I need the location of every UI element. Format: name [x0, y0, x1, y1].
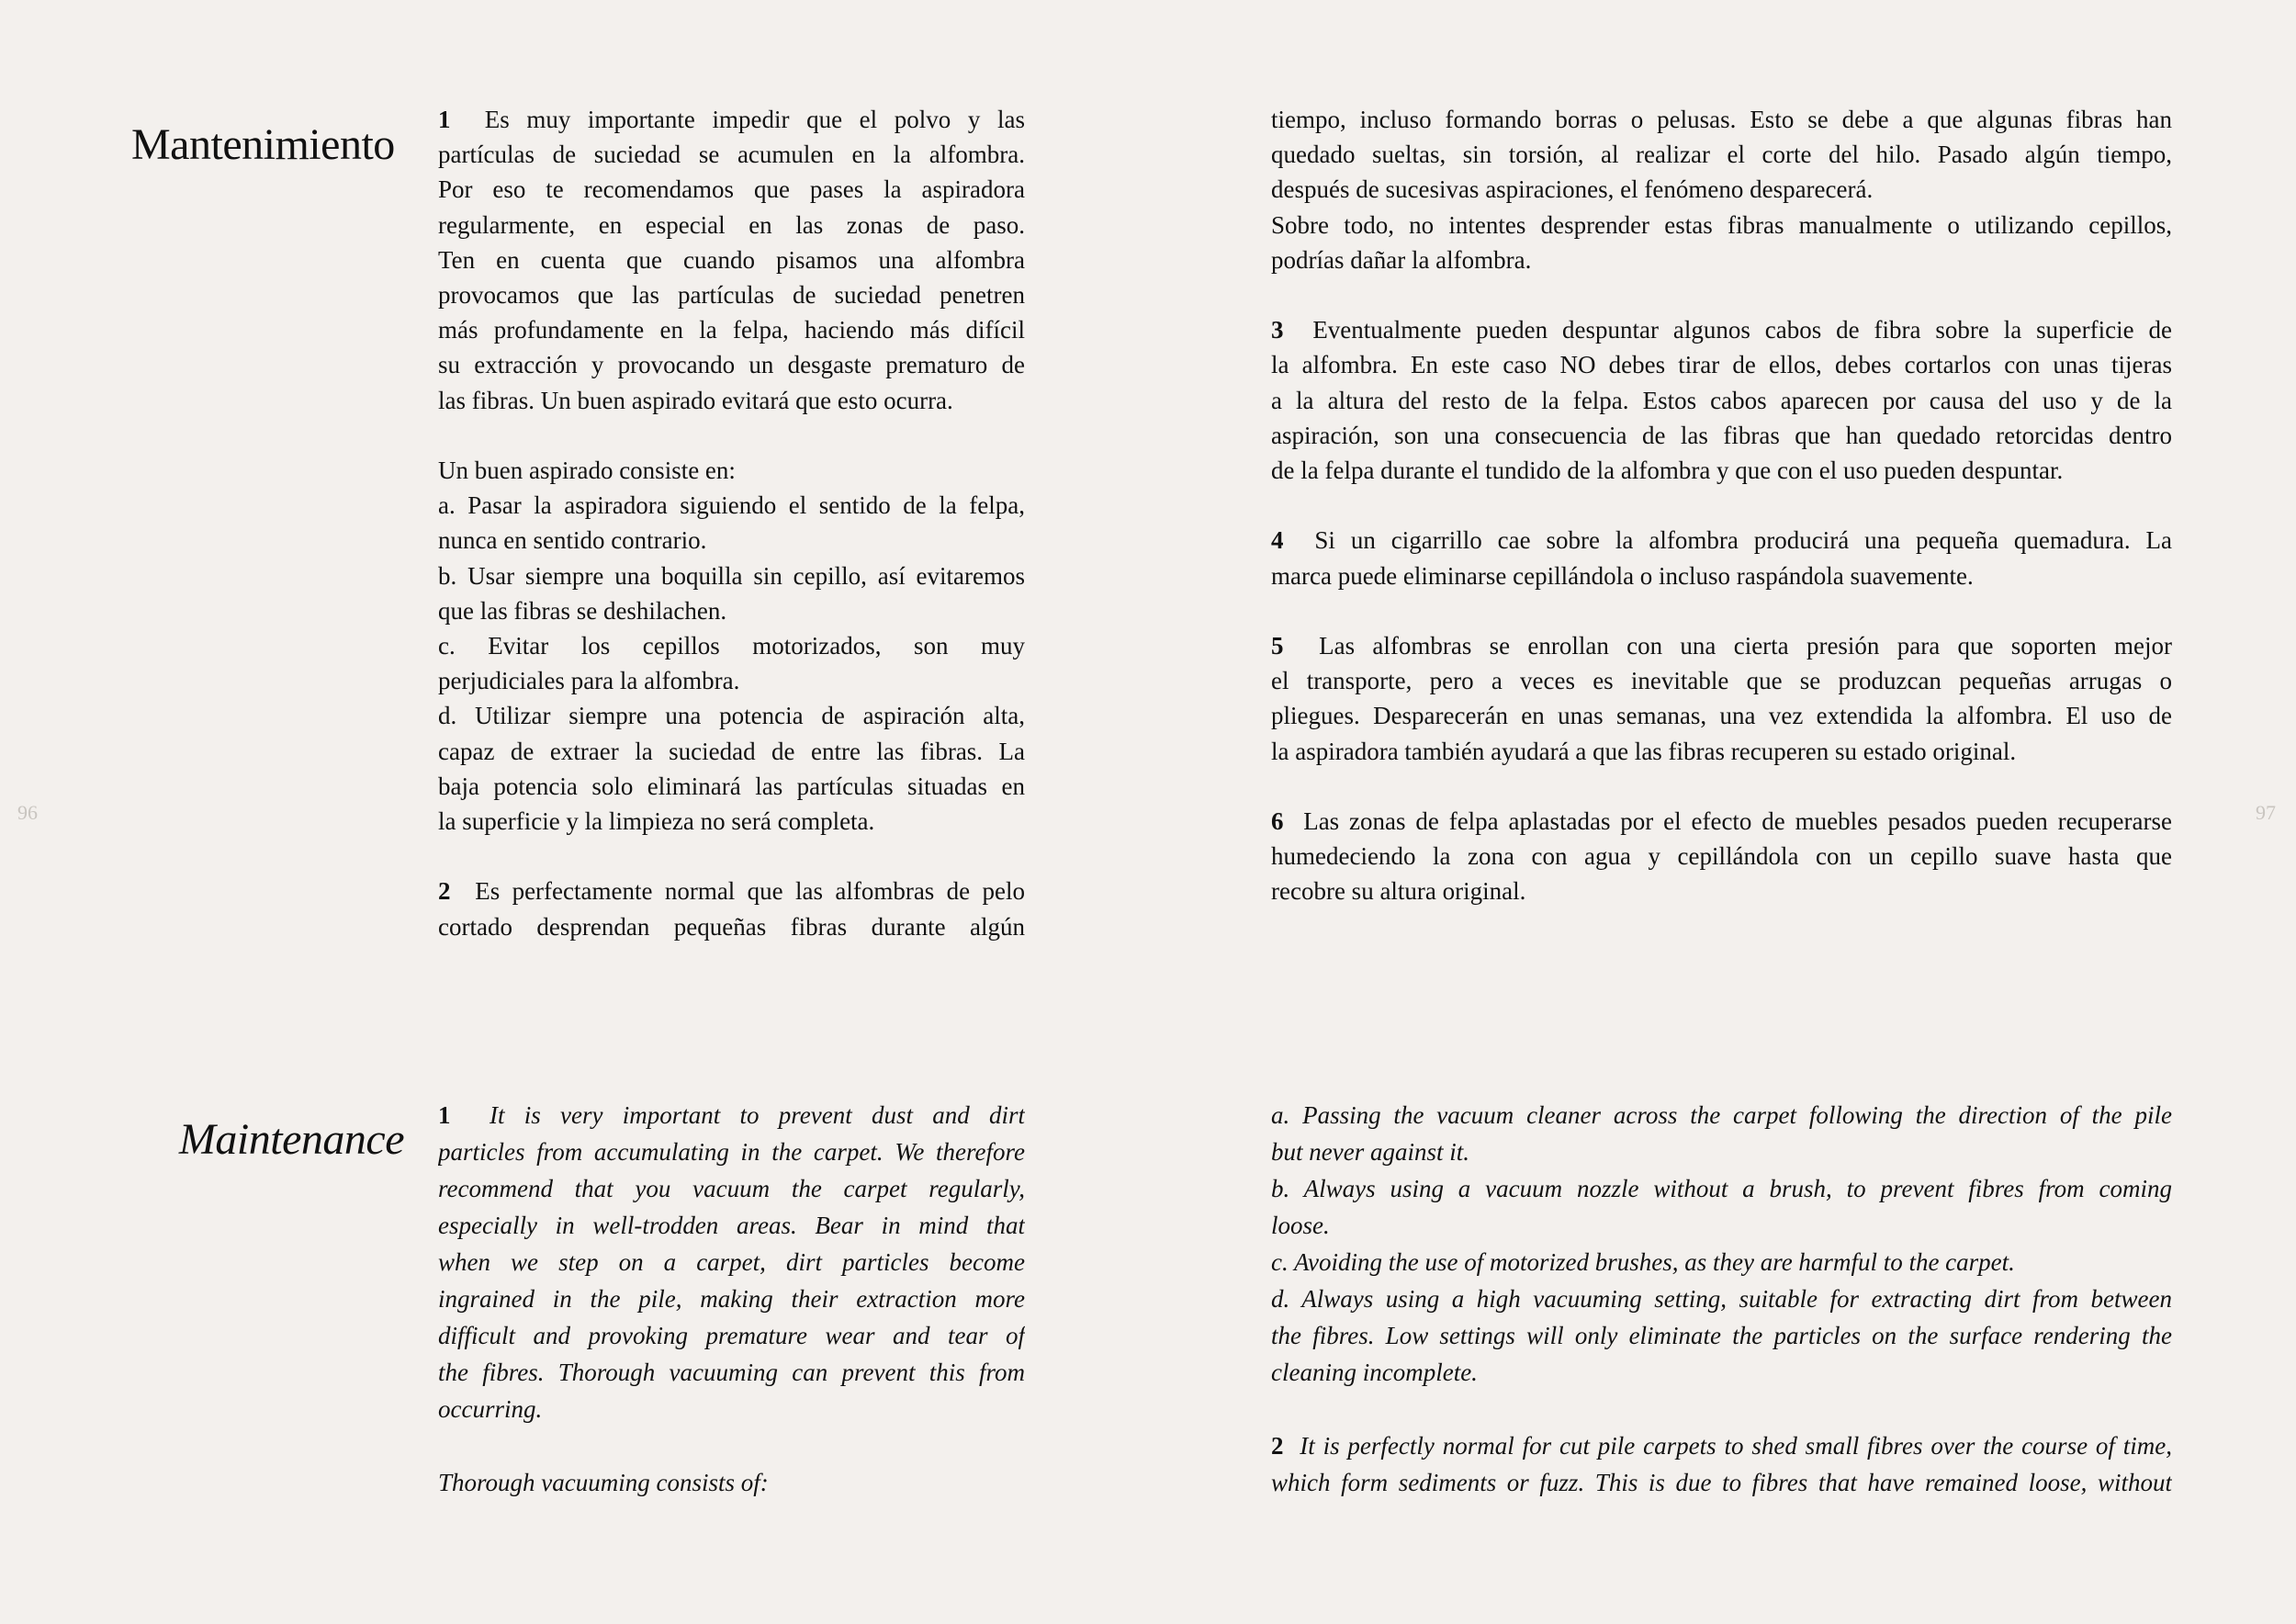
paragraph-spacer — [438, 418, 1025, 453]
line-text: loose. — [1271, 1212, 1330, 1239]
line-text: aspiración, son una consecuencia de las fibras que han quedado retorcidas dentro — [1271, 421, 2172, 449]
line-text: Un buen aspirado consiste en: — [438, 457, 736, 485]
line-text: It is perfectly normal for cut pile carpets to shed small fibres over the course of time, — [1300, 1432, 2172, 1460]
line-text: cleaning incomplete. — [1271, 1359, 1478, 1386]
text-line — [1271, 453, 2172, 488]
line-text: podrías dañar la alfombra. — [1271, 245, 1532, 274]
line-text: Si un cigarrillo cae sobre la alfombra producirá una pequeña quemadura. La — [1314, 526, 2172, 555]
line-text: capaz de extraer la suciedad de entre las fibras. La — [438, 737, 1025, 765]
text-line — [438, 137, 1025, 172]
line-text: ingrained in the pile, making their extraction more — [438, 1285, 1025, 1313]
text-line — [438, 208, 1025, 242]
line-text: provocamos que las partículas de suciedad penetren — [438, 281, 1025, 310]
line-text: que las fibras se deshilachen. — [438, 596, 727, 625]
text-line — [1271, 558, 2172, 593]
spanish-right-column — [1271, 102, 2172, 909]
item-number: 1 — [438, 1101, 451, 1129]
section-title-spanish: Mantenimiento — [131, 120, 395, 170]
line-text: the fibres. Thorough vacuuming can prevent this from — [438, 1359, 1025, 1386]
text-line — [1271, 1170, 2172, 1207]
line-text: marca puede eliminarse cepillándola o incluso raspándola suavemente. — [1271, 561, 1974, 590]
text-line — [438, 1170, 1025, 1207]
text-line — [438, 734, 1025, 769]
text-line — [438, 1391, 1025, 1427]
text-line — [1271, 242, 2172, 277]
line-text: más profundamente en la felpa, haciendo más difícil — [438, 316, 1025, 344]
line-text: la superficie y la limpieza no será completa. — [438, 807, 875, 836]
item-number: 2 — [438, 877, 451, 906]
line-text: the fibres. Low settings will only eliminate the particles on the surface rendering the — [1271, 1322, 2172, 1349]
line-text: Ten en cuenta que cuando pisamos una alfombra — [438, 245, 1025, 274]
line-text: It is very important to prevent dust and dirt — [490, 1101, 1025, 1129]
item-number: 4 — [1271, 526, 1284, 555]
text-line — [438, 488, 1025, 523]
item-number: 6 — [1271, 807, 1284, 835]
line-text: difficult and provoking premature wear and tear of — [438, 1322, 1025, 1349]
text-line — [438, 663, 1025, 698]
line-text: Por eso te recomendamos que pases la aspiradora — [438, 175, 1025, 204]
line-text: a. Pasar la aspiradora siguiendo el sentido de la felpa, — [438, 491, 1025, 520]
english-left-column — [438, 1097, 1025, 1501]
line-text: perjudiciales para la alfombra. — [438, 667, 740, 695]
text-line — [438, 804, 1025, 839]
text-line — [1271, 1427, 2172, 1464]
line-text: de la felpa durante el tundido de la alfombra y que con el uso pueden despuntar. — [1271, 457, 2064, 485]
line-text: Sobre todo, no intentes desprender estas fibras manualmente o utilizando cepillos, — [1271, 210, 2172, 239]
line-text: especially in well-trodden areas. Bear in mind that — [438, 1212, 1025, 1239]
item-number: 2 — [1271, 1432, 1284, 1460]
text-line — [438, 1354, 1025, 1391]
line-text: which form sediments or fuzz. This is due to fibres that have remained loose, without — [1271, 1469, 2172, 1496]
text-line — [1271, 1244, 2172, 1280]
text-line — [1271, 312, 2172, 347]
text-line — [438, 312, 1025, 347]
text-line — [1271, 1280, 2172, 1317]
text-line — [1271, 1354, 2172, 1391]
text-line — [438, 1133, 1025, 1170]
text-line — [438, 769, 1025, 804]
text-line — [438, 347, 1025, 382]
paragraph-spacer — [1271, 488, 2172, 523]
line-text: pliegues. Desparecerán en unas semanas, una vez extendida la alfombra. El uso de — [1271, 702, 2172, 730]
text-line — [1271, 172, 2172, 207]
text-line — [1271, 383, 2172, 418]
text-line — [1271, 347, 2172, 382]
text-line — [1271, 663, 2172, 698]
line-text: nunca en sentido contrario. — [438, 526, 707, 555]
line-text: partículas de suciedad se acumulen en la alfombra. — [438, 141, 1025, 169]
text-line — [438, 1464, 1025, 1501]
paragraph-spacer — [438, 1427, 1025, 1464]
item-number: 3 — [1271, 316, 1284, 344]
page-number-right: 97 — [2256, 801, 2276, 824]
paragraph-spacer — [1271, 1391, 2172, 1427]
text-line — [438, 242, 1025, 277]
item-number: 5 — [1271, 632, 1284, 660]
line-text: particles from accumulating in the carpet. We therefore — [438, 1138, 1025, 1166]
text-line — [1271, 874, 2172, 908]
line-text: el transporte, pero a veces es inevitable que se produzcan pequeñas arrugas o — [1271, 667, 2172, 695]
text-line — [1271, 208, 2172, 242]
text-line — [438, 102, 1025, 137]
line-text: c. Evitar los cepillos motorizados, son muy — [438, 632, 1025, 660]
line-text: Thorough vacuuming consists of: — [438, 1469, 769, 1496]
paragraph-spacer — [1271, 769, 2172, 804]
line-text: recommend that you vacuum the carpet regularly, — [438, 1175, 1025, 1202]
text-line — [438, 558, 1025, 593]
line-text: c. Avoiding the use of motorized brushes, as they are harmful to the carpet. — [1271, 1248, 2015, 1276]
spanish-left-column — [438, 102, 1025, 944]
text-line — [438, 1097, 1025, 1133]
line-text: d. Utilizar siempre una potencia de aspiración alta, — [438, 702, 1025, 730]
line-text: quedado sueltas, sin torsión, al realizar el corte del hilo. Pasado algún tiempo, — [1271, 141, 2172, 169]
text-line — [1271, 839, 2172, 874]
text-line — [438, 698, 1025, 733]
text-line — [438, 1207, 1025, 1244]
text-line — [1271, 1097, 2172, 1133]
text-line — [438, 1280, 1025, 1317]
text-line — [1271, 804, 2172, 839]
line-text: occurring. — [438, 1395, 543, 1423]
line-text: b. Usar siempre una boquilla sin cepillo, así evitaremos — [438, 561, 1025, 590]
text-line — [438, 523, 1025, 558]
text-line — [1271, 418, 2172, 453]
line-text: baja potencia solo eliminará las partículas situadas en — [438, 772, 1025, 800]
text-line — [1271, 137, 2172, 172]
line-text: Es perfectamente normal que las alfombras de pelo — [475, 877, 1025, 906]
line-text: d. Always using a high vacuuming setting, suitable for extracting dirt from between — [1271, 1285, 2172, 1313]
paragraph-spacer — [1271, 593, 2172, 628]
text-line — [1271, 1133, 2172, 1170]
line-text: las fibras. Un buen aspirado evitará que esto ocurra. — [438, 386, 953, 414]
line-text: su extracción y provocando un desgaste prematuro de — [438, 351, 1025, 379]
text-line — [1271, 734, 2172, 769]
text-line — [1271, 1464, 2172, 1501]
text-line — [438, 1317, 1025, 1354]
line-text: b. Always using a vacuum nozzle without a brush, to prevent fibres from coming — [1271, 1175, 2172, 1202]
text-line — [438, 277, 1025, 312]
text-line — [438, 383, 1025, 418]
line-text: humedeciendo la zona con agua y cepillándola con un cepillo suave hasta que — [1271, 842, 2172, 871]
text-line — [438, 453, 1025, 488]
section-title-english: Maintenance — [178, 1115, 404, 1165]
line-text: la aspiradora también ayudará a que las fibras recuperen su estado original. — [1271, 737, 2017, 765]
line-text: la alfombra. En este caso NO debes tirar de ellos, debes cortarlos con unas tijeras — [1271, 351, 2172, 379]
item-number: 1 — [438, 106, 451, 133]
text-line — [1271, 1207, 2172, 1244]
text-line — [1271, 628, 2172, 663]
line-text: regularmente, en especial en las zonas de paso. — [438, 210, 1025, 239]
text-line — [1271, 1317, 2172, 1354]
line-text: tiempo, incluso formando borras o pelusas. Esto se debe a que algunas fibras han — [1271, 106, 2172, 133]
text-line — [438, 1244, 1025, 1280]
text-line — [438, 628, 1025, 663]
text-line — [1271, 523, 2172, 558]
line-text: Las alfombras se enrollan con una cierta presión para que soporten mejor — [1319, 632, 2172, 660]
line-text: but never against it. — [1271, 1138, 1469, 1166]
text-line — [438, 593, 1025, 628]
line-text: Es muy importante impedir que el polvo y las — [484, 106, 1025, 133]
line-text: a. Passing the vacuum cleaner across the carpet following the direction of the pile — [1271, 1101, 2172, 1129]
line-text: when we step on a carpet, dirt particles become — [438, 1248, 1025, 1276]
english-right-column — [1271, 1097, 2172, 1501]
page-number-left: 96 — [17, 801, 38, 824]
text-line — [438, 874, 1025, 908]
paragraph-spacer — [438, 839, 1025, 874]
paragraph-spacer — [1271, 277, 2172, 312]
text-line — [438, 172, 1025, 207]
line-text: cortado desprendan pequeñas fibras durante algún — [438, 912, 1025, 941]
line-text: Las zonas de felpa aplastadas por el efecto de muebles pesados pueden recuperarse — [1303, 807, 2172, 835]
line-text: Eventualmente pueden despuntar algunos cabos de fibra sobre la superficie de — [1312, 316, 2172, 344]
text-line — [1271, 698, 2172, 733]
line-text: a la altura del resto de la felpa. Estos cabos aparecen por causa del uso y de la — [1271, 386, 2172, 414]
line-text: recobre su altura original. — [1271, 877, 1526, 906]
text-line — [438, 909, 1025, 944]
line-text: después de sucesivas aspiraciones, el fenómeno desparecerá. — [1271, 175, 1874, 204]
text-line — [1271, 102, 2172, 137]
